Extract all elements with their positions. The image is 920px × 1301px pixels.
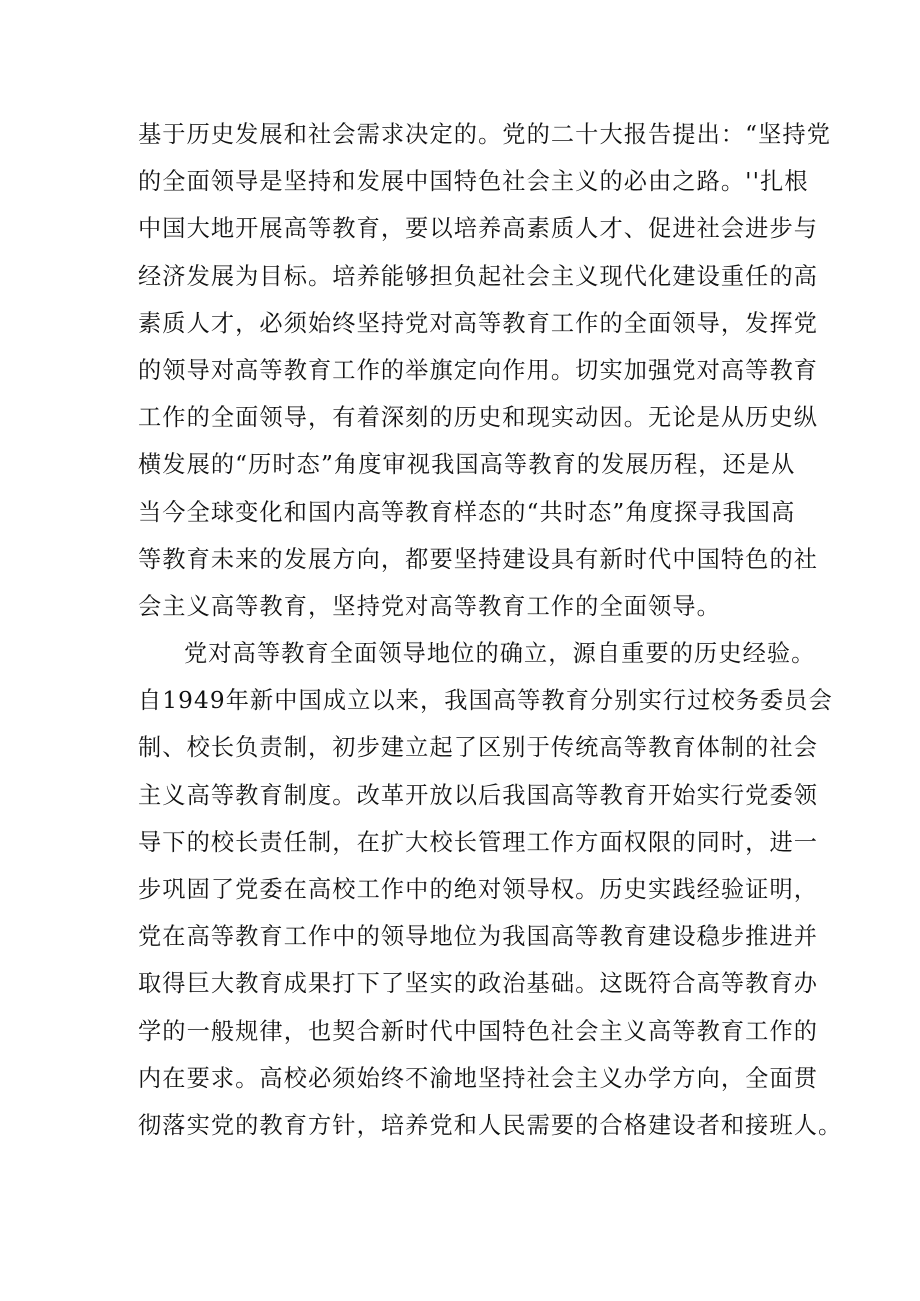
- text-line: 彻落实党的教育方针，培养党和人民需要的合格建设者和接班人。: [138, 1111, 843, 1139]
- text-line: 主义高等教育制度。改革开放以后我国高等教育开始实行党委领: [138, 781, 819, 809]
- paragraph-1: [138, 111, 832, 630]
- text-line: 导下的校长责任制，在扩大校长管理工作方面权限的同时，进一: [138, 828, 819, 856]
- text-line: 中国大地开展高等教育，要以培养高素质人才、促进社会进步与: [138, 215, 819, 243]
- text-line: 自1949年新中国成立以来，我国高等教育分别实行过校务委员会: [138, 687, 833, 715]
- text-line: 的全面领导是坚持和发展中国特色社会主义的必由之路。''扎根: [138, 168, 809, 196]
- text-line: 当今全球变化和国内高等教育样态的“共时态”角度探寻我国高: [138, 498, 796, 526]
- text-line: 学的一般规律，也契合新时代中国特色社会主义高等教育工作的: [138, 1017, 819, 1045]
- text-line: 等教育未来的发展方向，都要坚持建设具有新时代中国特色的社: [138, 545, 819, 573]
- text-line: 素质人才，必须始终坚持党对高等教育工作的全面领导，发挥党: [138, 309, 819, 337]
- text-line: 步巩固了党委在高校工作中的绝对领导权。历史实践经验证明，: [138, 876, 819, 903]
- text-line: 制、校长负责制，初步建立起了区别于传统高等教育体制的社会: [138, 734, 819, 762]
- text-line: 基于历史发展和社会需求决定的。党的二十大报告提出：“坚持党: [138, 121, 832, 148]
- text-line: 的领导对高等教育工作的举旗定向作用。切实加强党对高等教育: [138, 356, 819, 384]
- text-line: 经济发展为目标。培养能够担负起社会主义现代化建设重任的高: [138, 262, 819, 290]
- document-body: [138, 111, 843, 1149]
- text-line: 党在高等教育工作中的领导地位为我国高等教育建设稳步推进并: [138, 923, 819, 951]
- text-line-indented: 党对高等教育全面领导地位的确立，源自重要的历史经验。: [184, 640, 816, 668]
- paragraph-2: [138, 630, 843, 1149]
- text-line: 内在要求。高校必须始终不渝地坚持社会主义办学方向，全面贯: [138, 1064, 819, 1092]
- text-line: 取得巨大教育成果打下了坚实的政治基础。这既符合高等教育办: [138, 970, 819, 998]
- text-line: 横发展的“历时态”角度审视我国高等教育的发展历程，还是从: [138, 451, 796, 479]
- text-line: 会主义高等教育，坚持党对高等教育工作的全面领导。: [138, 592, 721, 620]
- text-line: 工作的全面领导，有着深刻的历史和现实动因。无论是从历史纵: [138, 404, 819, 432]
